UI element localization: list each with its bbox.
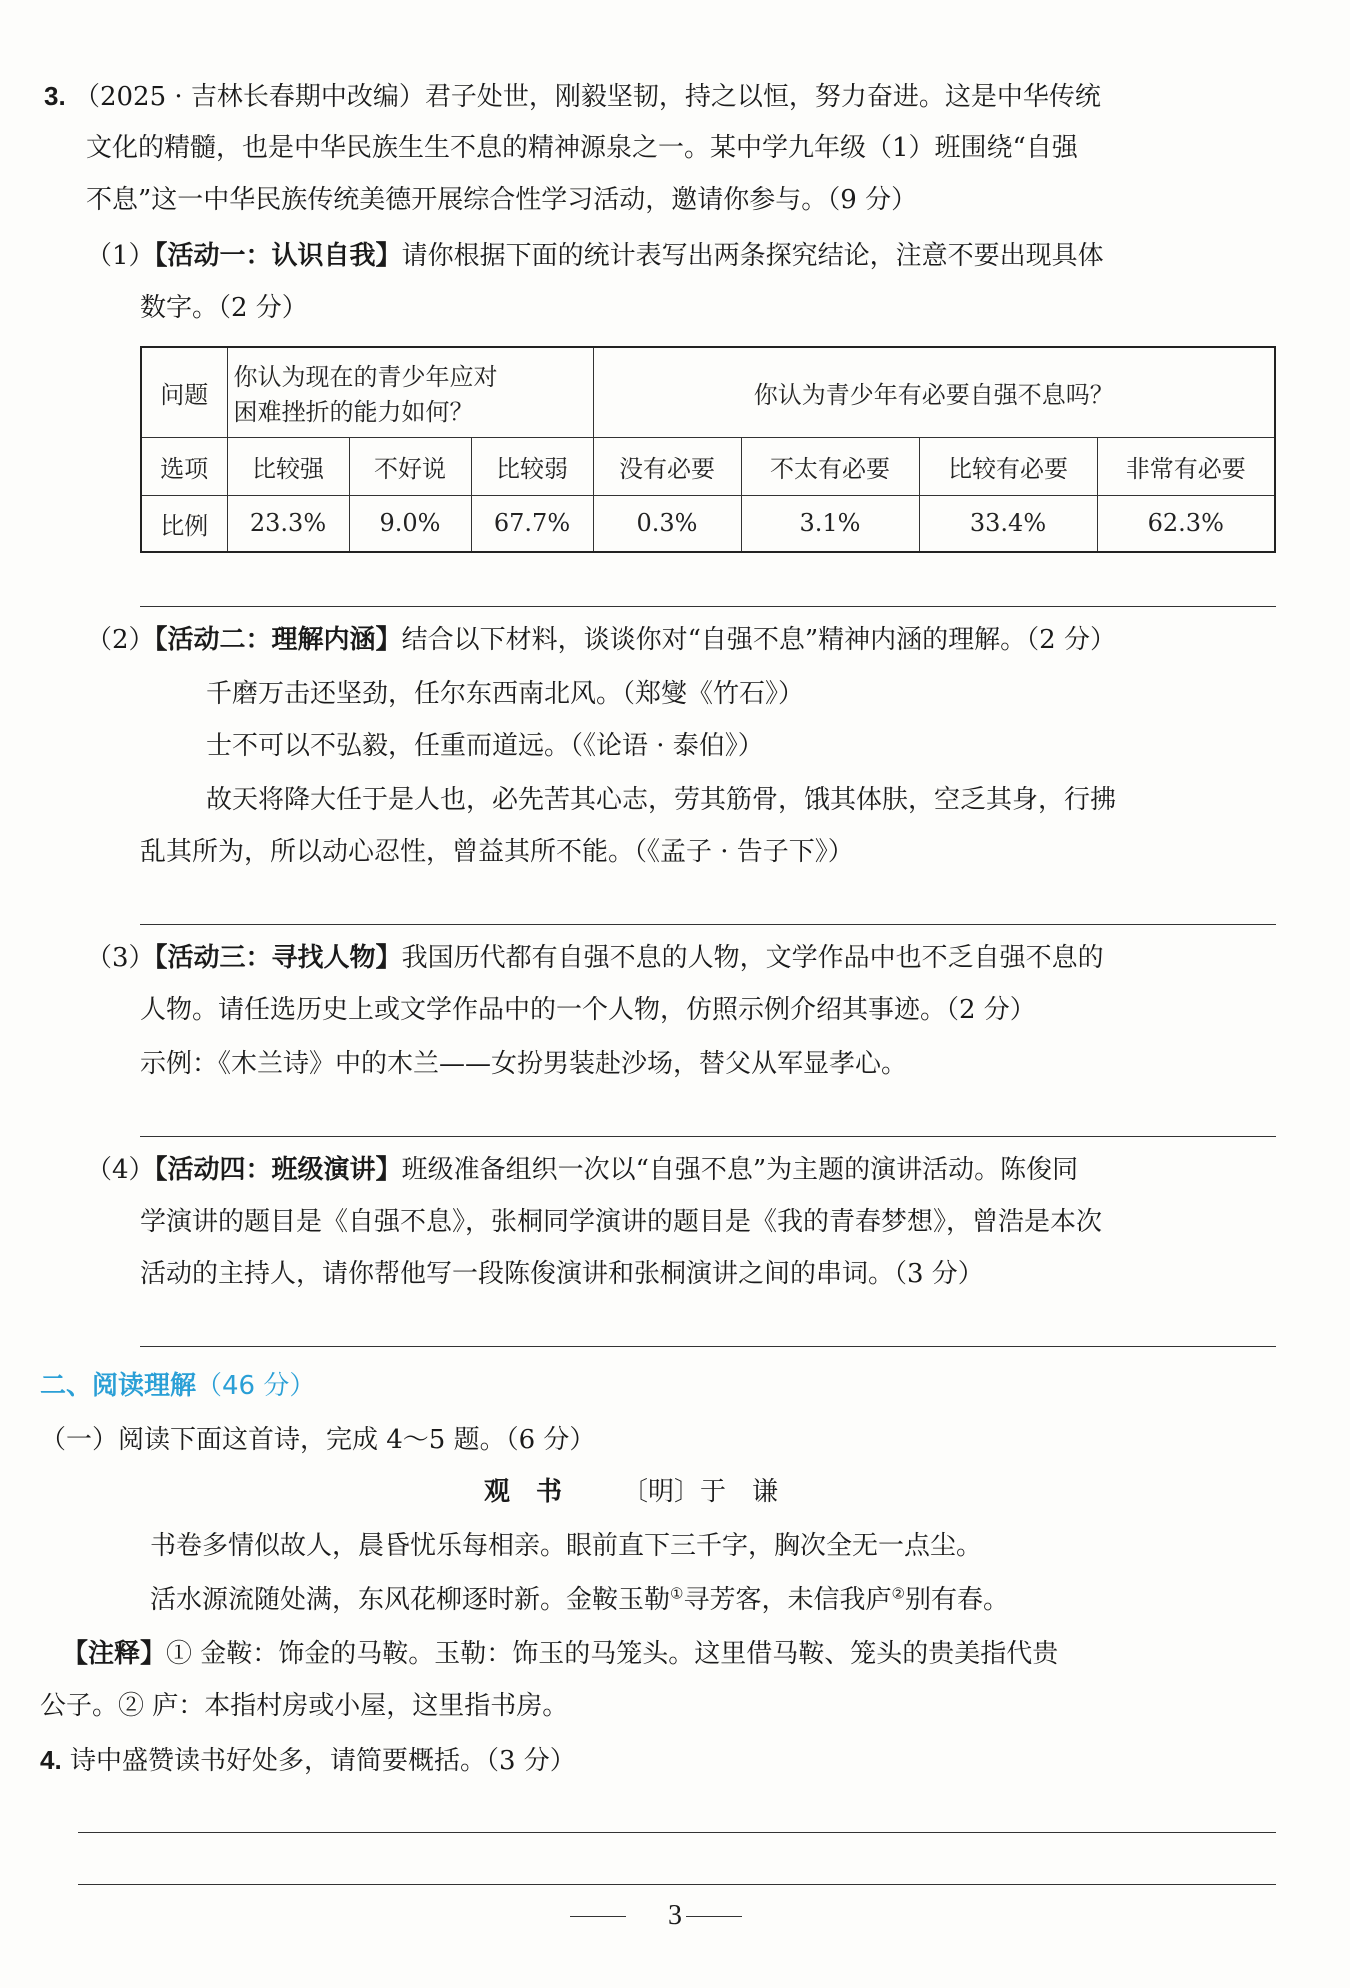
poem-title: 观 书 (484, 1477, 563, 1507)
table-question-2: 你认为青少年有必要自强不息吗？ (593, 347, 1275, 437)
activity-4-text-3: 活动的主持人，请你帮他写一段陈俊演讲和张桐演讲之间的串词。（3 分） (140, 1259, 984, 1289)
table-row-options (141, 437, 1275, 495)
page-number-dash-right (686, 1916, 742, 1917)
note-tag: 【注释】 (62, 1639, 167, 1669)
q3-intro-1: （2025 · 吉林长春期中改编）君子处世，刚毅坚韧，持之以恒，努力奋进。这是中华传统 (73, 82, 1101, 112)
activity-4-number: （4） (86, 1155, 155, 1185)
activity-4-text-2: 学演讲的题目是《自强不息》，张桐同学演讲的题目是《我的青春梦想》，曾浩是本次 (140, 1207, 1103, 1237)
activity-2-text: 结合以下材料，谈谈你对“自强不息”精神内涵的理解。（2 分） (401, 625, 1116, 655)
poem-line-2 (150, 1582, 1009, 1618)
table-question-1-line-1: 你认为现在的青少年应对 (233, 363, 498, 392)
section-2-score: （46 分） (196, 1371, 316, 1401)
material-3-line-1: 故天将降大任于是人也，必先苦其心志，劳其筋骨，饿其体肤，空乏其身，行拂 (206, 785, 1117, 815)
activity-2-tag: 【活动二：理解内涵】 (154, 625, 402, 655)
table-ratio: 3.1% (741, 495, 919, 552)
poem-line-2-part-1: 活水源流随处满，东风花柳逐时新。金鞍玉勒 (150, 1585, 671, 1615)
q4-text: 诗中盛赞读书好处多，请简要概括。（3 分） (69, 1746, 576, 1776)
table-row-question (141, 347, 1275, 437)
table-ratio: 0.3% (593, 495, 741, 552)
activity-1-text-2: 数字。（2 分） (140, 293, 308, 323)
poem-line-1: 书卷多情似故人，晨昏忧乐每相亲。眼前直下三千字，胸次全无一点尘。 (150, 1531, 983, 1561)
statistics-table (140, 346, 1276, 553)
footnote-mark-1: ① (670, 1584, 684, 1603)
activity-3-line-1 (86, 940, 1104, 976)
answer-line-6[interactable] (78, 1884, 1276, 1885)
table-ratio: 62.3% (1097, 495, 1275, 552)
table-option: 非常有必要 (1097, 437, 1275, 495)
footnote-mark-2: ② (891, 1584, 905, 1603)
q3-intro-3: 不息”这一中华民族传统美德开展综合性学习活动，邀请你参与。（9 分） (86, 185, 918, 215)
answer-line-5[interactable] (78, 1832, 1276, 1833)
table-ratio: 23.3% (227, 495, 349, 552)
table-ratio: 33.4% (919, 495, 1097, 552)
material-3-line-2: 乱其所为，所以动心忍性，曾益其所不能。（《孟子 · 告子下》） (140, 837, 854, 867)
note-line-1 (62, 1636, 1058, 1672)
material-2: 士不可以不弘毅，任重而道远。（《论语 · 泰伯》） (206, 731, 764, 761)
activity-1-text-1: 请你根据下面的统计表写出两条探究结论，注意不要出现具体 (401, 241, 1104, 271)
q3-number: 3. (44, 81, 66, 111)
activity-2-number: （2） (86, 625, 155, 655)
activity-1-number: （1） (86, 241, 155, 271)
activity-3-text-1: 我国历代都有自强不息的人物，文学作品中也不乏自强不息的 (401, 943, 1104, 973)
answer-line-3[interactable] (140, 1136, 1276, 1137)
poem-title-line (484, 1474, 778, 1510)
activity-1-tag: 【活动一：认识自我】 (154, 241, 402, 271)
material-1: 千磨万击还坚劲，任尔东西南北风。（郑燮《竹石》） (206, 679, 805, 709)
table-label-options: 选项 (141, 437, 227, 495)
q4-line (40, 1742, 576, 1779)
q3-line-1 (44, 78, 1101, 115)
table-option: 比较弱 (471, 437, 593, 495)
answer-line-2[interactable] (140, 924, 1276, 925)
table-option: 比较强 (227, 437, 349, 495)
note-text-1: ① 金鞍：饰金的马鞍。玉勒：饰玉的马笼头。这里借马鞍、笼头的贵美指代贵 (166, 1639, 1059, 1669)
activity-3-number: （3） (86, 943, 155, 973)
table-option: 没有必要 (593, 437, 741, 495)
table-question-1 (227, 347, 593, 437)
poem-author: 〔明〕于 谦 (622, 1477, 779, 1507)
q3-intro-2: 文化的精髓，也是中华民族生生不息的精神源泉之一。某中学九年级（1）班围绕“自强 (86, 133, 1078, 163)
answer-line-4[interactable] (140, 1346, 1276, 1347)
section-2-subheading: （一）阅读下面这首诗，完成 4～5 题。（6 分） (40, 1425, 596, 1455)
poem-line-2-part-2: 寻芳客，未信我庐 (683, 1585, 892, 1615)
table-ratio: 67.7% (471, 495, 593, 552)
activity-3-tag: 【活动三：寻找人物】 (154, 943, 402, 973)
table-option: 比较有必要 (919, 437, 1097, 495)
activity-4-tag: 【活动四：班级演讲】 (154, 1155, 402, 1185)
activity-1-line-1 (86, 238, 1104, 274)
table-question-1-line-2: 困难挫折的能力如何？ (233, 398, 474, 427)
activity-3-example: 示例：《木兰诗》中的木兰——女扮男装赴沙场，替父从军显孝心。 (140, 1049, 908, 1079)
table-label-ratios: 比例 (141, 495, 227, 552)
section-2-title: 二、阅读理解 (40, 1371, 197, 1401)
table-label-question: 问题 (141, 347, 227, 437)
section-2-heading (40, 1368, 315, 1404)
table-ratio: 9.0% (349, 495, 471, 552)
table-option: 不好说 (349, 437, 471, 495)
activity-3-text-2: 人物。请任选历史上或文学作品中的一个人物，仿照示例介绍其事迹。（2 分） (140, 995, 1036, 1025)
activity-4-line-1 (86, 1152, 1078, 1188)
poem-line-2-part-3: 别有春。 (904, 1585, 1009, 1615)
activity-2-line (86, 622, 1116, 658)
q4-number: 4. (40, 1745, 62, 1775)
note-text-2: 公子。② 庐：本指村房或小屋，这里指书房。 (40, 1691, 569, 1721)
answer-line-1[interactable] (140, 606, 1276, 607)
table-option: 不太有必要 (741, 437, 919, 495)
activity-4-text-1: 班级准备组织一次以“自强不息”为主题的演讲活动。陈俊同 (401, 1155, 1079, 1185)
page-number: 3 (668, 1900, 682, 1931)
table-row-ratios (141, 495, 1275, 552)
